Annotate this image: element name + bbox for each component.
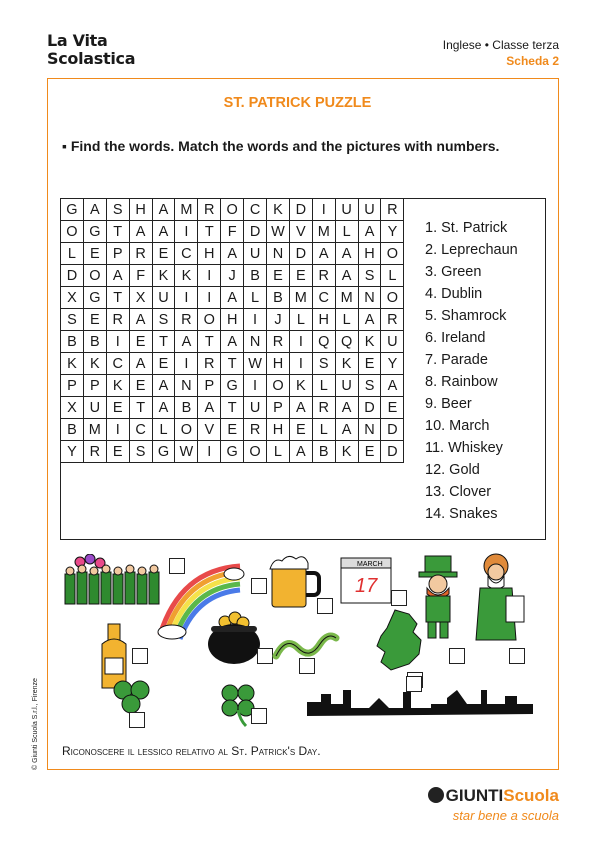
grid-cell: E (129, 331, 152, 353)
grid-cell: H (129, 199, 152, 221)
grid-cell: K (175, 265, 198, 287)
grid-cell: P (61, 375, 84, 397)
grid-cell: S (61, 309, 84, 331)
word-item: 10. March (425, 418, 490, 434)
calendar-month: MARCH (357, 561, 383, 568)
pot-of-gold-icon (203, 608, 265, 666)
grid-cell: B (267, 287, 290, 309)
grid-row (61, 419, 404, 441)
grid-cell: G (83, 221, 106, 243)
grid-cell: B (83, 331, 106, 353)
word-item: 6. Ireland (425, 330, 486, 346)
word-item: 3. Green (425, 264, 482, 280)
grid-cell: I (289, 353, 312, 375)
grid-cell: A (175, 331, 198, 353)
grid-cell: R (381, 199, 404, 221)
grid-cell: H (267, 419, 290, 441)
grid-cell: X (61, 397, 84, 419)
grid-cell: R (312, 397, 335, 419)
grid-cell: A (312, 243, 335, 265)
grid-cell: A (129, 221, 152, 243)
copyright-note: © Giunti Scuola S.r.l., Firenze (32, 678, 39, 770)
ireland-map-icon (373, 606, 433, 674)
grid-cell: P (198, 375, 221, 397)
word-item: 11. Whiskey (425, 440, 503, 456)
grid-cell: L (244, 287, 267, 309)
grid-cell: G (221, 441, 244, 463)
word-list (425, 217, 518, 525)
grid-cell: L (267, 441, 290, 463)
grid-cell: E (289, 265, 312, 287)
logo-line-2: Scolastica (47, 49, 136, 68)
grid-cell: I (244, 309, 267, 331)
grid-cell: I (106, 331, 129, 353)
grid-cell: E (83, 309, 106, 331)
grid-cell: E (221, 419, 244, 441)
grid-cell: C (175, 243, 198, 265)
grid-cell: U (335, 199, 358, 221)
grid-cell: L (335, 221, 358, 243)
grid-cell: D (61, 265, 84, 287)
grid-cell: J (267, 309, 290, 331)
grid-cell: A (129, 353, 152, 375)
word-search-grid (60, 198, 404, 463)
grid-cell: M (312, 221, 335, 243)
grid-cell: C (244, 199, 267, 221)
grid-cell: L (312, 419, 335, 441)
calendar-day: 17 (355, 575, 378, 597)
grid-cell: X (129, 287, 152, 309)
grid-cell: I (198, 441, 221, 463)
grid-cell: N (358, 287, 381, 309)
grid-cell: S (358, 265, 381, 287)
grid-cell: E (358, 441, 381, 463)
grid-cell: I (198, 287, 221, 309)
word-item: 8. Rainbow (425, 374, 498, 390)
grid-cell: A (198, 397, 221, 419)
grid-cell: G (221, 375, 244, 397)
grid-cell: J (221, 265, 244, 287)
grid-cell: H (312, 309, 335, 331)
grid-cell: K (83, 353, 106, 375)
grid-cell: T (106, 287, 129, 309)
grid-cell: E (289, 419, 312, 441)
grid-cell: C (106, 353, 129, 375)
grid-cell: E (152, 353, 175, 375)
answer-box-dublin[interactable] (406, 676, 422, 692)
grid-cell: R (198, 199, 221, 221)
grid-cell: V (289, 221, 312, 243)
grid-cell: L (152, 419, 175, 441)
grid-cell: A (152, 375, 175, 397)
grid-cell: F (221, 221, 244, 243)
grid-cell: H (358, 243, 381, 265)
grid-cell: K (106, 375, 129, 397)
grid-cell: K (61, 353, 84, 375)
grid-cell: R (267, 331, 290, 353)
grid-cell: M (289, 287, 312, 309)
grid-cell: G (61, 199, 84, 221)
grid-cell: T (106, 221, 129, 243)
grid-cell: U (381, 331, 404, 353)
grid-cell: O (198, 309, 221, 331)
word-item: 4. Dublin (425, 286, 483, 302)
grid-cell: T (198, 331, 221, 353)
grid-cell: R (198, 353, 221, 375)
grid-cell: S (358, 375, 381, 397)
grid-cell: A (221, 287, 244, 309)
answer-box-clover[interactable] (251, 708, 267, 724)
grid-cell: A (358, 309, 381, 331)
grid-cell: Y (381, 221, 404, 243)
grid-row (61, 309, 404, 331)
grid-cell: K (335, 441, 358, 463)
grid-cell: U (244, 243, 267, 265)
grid-cell: D (358, 397, 381, 419)
grid-cell: U (83, 397, 106, 419)
grid-cell: I (175, 287, 198, 309)
grid-cell: A (381, 375, 404, 397)
grid-cell: H (267, 353, 290, 375)
grid-cell: I (175, 353, 198, 375)
grid-cell: P (106, 243, 129, 265)
grid-cell: V (198, 419, 221, 441)
page-title: ST. PATRICK PUZZLE (223, 95, 372, 111)
grid-cell: O (381, 243, 404, 265)
grid-cell: E (129, 375, 152, 397)
grid-cell: T (152, 331, 175, 353)
grid-cell: I (244, 375, 267, 397)
grid-cell: O (381, 287, 404, 309)
grid-cell: O (267, 375, 290, 397)
grid-cell: M (83, 419, 106, 441)
grid-cell: A (335, 419, 358, 441)
grid-cell: N (267, 243, 290, 265)
grid-cell: R (129, 243, 152, 265)
grid-cell: A (289, 441, 312, 463)
sheet-number: Scheda 2 (506, 54, 559, 68)
grid-cell: X (61, 287, 84, 309)
grid-row (61, 265, 404, 287)
grid-cell: U (335, 375, 358, 397)
grid-cell: U (244, 397, 267, 419)
word-item: 14. Snakes (425, 506, 498, 522)
grid-cell: G (83, 287, 106, 309)
grid-cell: L (289, 309, 312, 331)
grid-cell: L (335, 309, 358, 331)
grid-cell: S (129, 441, 152, 463)
grid-cell: I (312, 199, 335, 221)
grid-cell: R (244, 419, 267, 441)
grid-cell: D (381, 419, 404, 441)
grid-cell: L (61, 243, 84, 265)
word-item: 2. Leprechaun (425, 242, 518, 258)
word-item: 1. St. Patrick (425, 220, 508, 236)
caption-text: Riconoscere il lessico relativo al St. Patrick's Day. (62, 744, 321, 758)
grid-cell: S (152, 309, 175, 331)
grid-cell: S (312, 353, 335, 375)
logo-line-1: La Vita (47, 31, 108, 50)
grid-cell: P (83, 375, 106, 397)
grid-cell: E (358, 353, 381, 375)
grid-cell: B (61, 331, 84, 353)
grid-cell: D (244, 221, 267, 243)
beer-icon (267, 553, 322, 611)
grid-cell: E (106, 397, 129, 419)
grid-cell: N (244, 331, 267, 353)
grid-cell: O (83, 265, 106, 287)
grid-cell: B (175, 397, 198, 419)
grid-cell: K (152, 265, 175, 287)
answer-box-whiskey[interactable] (132, 648, 148, 664)
grid-cell: Y (61, 441, 84, 463)
grid-cell: K (335, 353, 358, 375)
answer-box-shamrock[interactable] (129, 712, 145, 728)
grid-cell: F (129, 265, 152, 287)
grid-cell: D (289, 199, 312, 221)
brand-name-2: Scuola (503, 786, 559, 805)
grid-cell: K (267, 199, 290, 221)
grid-row (61, 375, 404, 397)
grid-cell: A (221, 243, 244, 265)
learning-objective (62, 744, 321, 758)
grid-cell: M (335, 287, 358, 309)
brand-tagline: star bene a scuola (452, 808, 559, 823)
grid-row (61, 397, 404, 419)
grid-cell: T (198, 221, 221, 243)
grid-row (61, 441, 404, 463)
grid-cell: I (175, 221, 198, 243)
grid-row (61, 243, 404, 265)
grid-cell: Q (312, 331, 335, 353)
grid-cell: O (244, 441, 267, 463)
giunti-logo-icon (428, 787, 444, 803)
grid-row (61, 221, 404, 243)
grid-cell: T (221, 353, 244, 375)
grid-cell: U (152, 287, 175, 309)
magazine-logo (47, 32, 135, 68)
grid-cell: P (267, 397, 290, 419)
grid-cell: E (83, 243, 106, 265)
grid-cell: R (312, 265, 335, 287)
grid-cell: O (221, 199, 244, 221)
grid-cell: B (312, 441, 335, 463)
grid-row (61, 287, 404, 309)
publisher-brand (428, 786, 559, 823)
word-item: 7. Parade (425, 352, 488, 368)
pictures-area (55, 548, 545, 733)
answer-box-st-patrick[interactable] (509, 648, 525, 664)
instruction-text: ▪ Find the words. Match the words and the pictures with numbers. (62, 138, 500, 154)
grid-cell: U (358, 199, 381, 221)
grid-cell: I (198, 265, 221, 287)
grid-cell: G (152, 441, 175, 463)
grid-cell: T (129, 397, 152, 419)
grid-cell: I (106, 419, 129, 441)
answer-box-leprechaun[interactable] (449, 648, 465, 664)
grid-cell: A (152, 397, 175, 419)
grid-cell: D (381, 441, 404, 463)
grid-row (61, 331, 404, 353)
grid-cell: W (175, 441, 198, 463)
grid-cell: N (175, 375, 198, 397)
grid-cell: E (106, 441, 129, 463)
grid-cell: A (83, 199, 106, 221)
word-item: 5. Shamrock (425, 308, 507, 324)
grid-cell: E (152, 243, 175, 265)
grid-cell: A (221, 331, 244, 353)
grid-cell: L (312, 375, 335, 397)
answer-box-rainbow[interactable] (251, 578, 267, 594)
grid-cell: A (289, 397, 312, 419)
answer-box-march[interactable] (391, 590, 407, 606)
grid-cell: Q (335, 331, 358, 353)
word-item: 9. Beer (425, 396, 472, 412)
grid-row (61, 353, 404, 375)
grid-cell: W (244, 353, 267, 375)
grid-cell: A (152, 199, 175, 221)
grid-cell: D (289, 243, 312, 265)
grid-cell: L (381, 265, 404, 287)
grid-cell: I (289, 331, 312, 353)
grid-cell: B (61, 419, 84, 441)
answer-box-beer[interactable] (317, 598, 333, 614)
brand-name: GIUNTI (445, 786, 504, 805)
grid-cell: C (129, 419, 152, 441)
grid-cell: O (175, 419, 198, 441)
grid-cell: M (175, 199, 198, 221)
grid-row (61, 199, 404, 221)
grid-cell: A (335, 265, 358, 287)
grid-cell: T (221, 397, 244, 419)
grid-cell: E (267, 265, 290, 287)
grid-cell: C (312, 287, 335, 309)
grid-cell: B (244, 265, 267, 287)
grid-cell: E (381, 397, 404, 419)
grid-cell: A (335, 397, 358, 419)
grid-cell: A (152, 221, 175, 243)
grid-cell: W (267, 221, 290, 243)
grid-cell: H (221, 309, 244, 331)
grid-cell: R (106, 309, 129, 331)
grid-cell: R (83, 441, 106, 463)
grid-cell: H (198, 243, 221, 265)
grid-cell: N (358, 419, 381, 441)
answer-box-snakes[interactable] (299, 658, 315, 674)
calendar-icon (337, 552, 395, 607)
grid-cell: R (381, 309, 404, 331)
grid-cell: A (335, 243, 358, 265)
header-info (443, 37, 559, 69)
grid-cell: S (106, 199, 129, 221)
grid-cell: K (358, 331, 381, 353)
word-item: 13. Clover (425, 484, 492, 500)
grid-cell: A (358, 221, 381, 243)
dublin-skyline-icon (307, 680, 542, 716)
st-patrick-icon (470, 552, 530, 644)
grid-cell: K (289, 375, 312, 397)
grid-cell: A (129, 309, 152, 331)
grid-cell: Y (381, 353, 404, 375)
grid-cell: O (61, 221, 84, 243)
word-item: 12. Gold (425, 462, 480, 478)
grid-cell: A (106, 265, 129, 287)
subject-label: Inglese • Classe terza (442, 38, 559, 52)
grid-cell: R (175, 309, 198, 331)
